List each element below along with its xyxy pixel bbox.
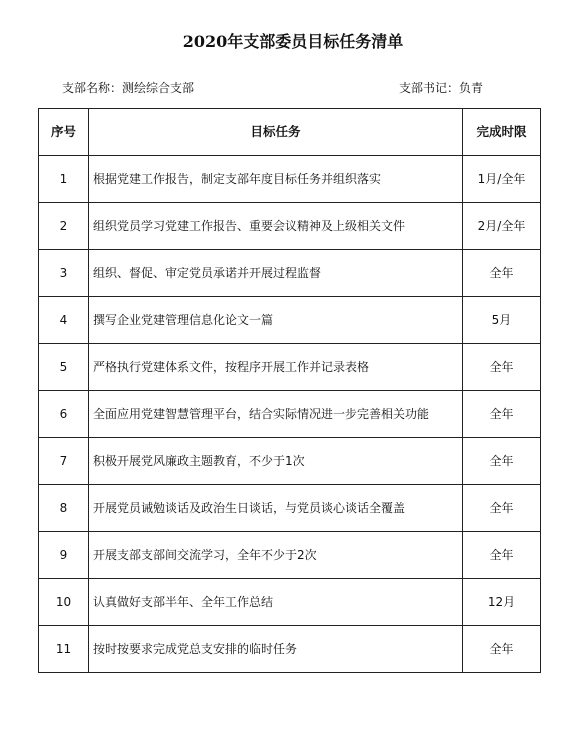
table-row [39,485,541,532]
header-task: 目标任务 [89,109,463,156]
row-deadline: 全年 [463,438,541,485]
row-deadline: 全年 [463,250,541,297]
row-task: 开展支部支部间交流学习，全年不少于2次 [89,532,463,579]
row-task: 开展党员诫勉谈话及政治生日谈话，与党员谈心谈话全覆盖 [89,485,463,532]
row-deadline: 全年 [463,391,541,438]
row-task: 认真做好支部半年、全年工作总结 [89,579,463,626]
branch-secretary-label: 支部书记： [399,81,460,95]
table-row [39,438,541,485]
row-task: 积极开展党风廉政主题教育，不少于1次 [89,438,463,485]
row-no: 8 [39,485,89,532]
table-row [39,391,541,438]
header-no: 序号 [39,109,89,156]
row-task: 按时按要求完成党总支安排的临时任务 [89,626,463,673]
row-deadline: 2月/全年 [463,203,541,250]
row-deadline: 全年 [463,485,541,532]
document-title: 2020年支部委员目标任务清单 [182,32,404,51]
row-task: 组织、督促、审定党员承诺并开展过程监督 [89,250,463,297]
branch-secretary-value: 负青 [459,81,484,95]
row-deadline: 1月/全年 [463,156,541,203]
table-row [39,156,541,203]
table-row [39,579,541,626]
row-task: 组织党员学习党建工作报告、重要会议精神及上级相关文件 [89,203,463,250]
row-task: 撰写企业党建管理信息化论文一篇 [89,297,463,344]
row-no: 5 [39,344,89,391]
table-row [39,344,541,391]
row-no: 1 [39,156,89,203]
table-row [39,297,541,344]
header-deadline: 完成时限 [463,109,541,156]
branch-name-label: 支部名称： [62,81,123,95]
row-no: 11 [39,626,89,673]
row-deadline: 12月 [463,579,541,626]
row-deadline: 全年 [463,626,541,673]
branch-secretary-line [399,80,483,96]
row-no: 4 [39,297,89,344]
row-task: 严格执行党建体系文件，按程序开展工作并记录表格 [89,344,463,391]
row-no: 9 [39,532,89,579]
table-row [39,626,541,673]
row-no: 2 [39,203,89,250]
row-deadline: 全年 [463,344,541,391]
row-task: 根据党建工作报告，制定支部年度目标任务并组织落实 [89,156,463,203]
row-no: 7 [39,438,89,485]
branch-name-value: 测绘综合支部 [122,81,195,95]
branch-name-line [62,80,194,96]
row-task: 全面应用党建智慧管理平台，结合实际情况进一步完善相关功能 [89,391,463,438]
row-no: 10 [39,579,89,626]
row-deadline: 全年 [463,532,541,579]
row-no: 3 [39,250,89,297]
table-row [39,203,541,250]
task-table [38,108,541,673]
table-row [39,250,541,297]
row-deadline: 5月 [463,297,541,344]
table-row [39,532,541,579]
table-header-row [39,109,541,156]
row-no: 6 [39,391,89,438]
